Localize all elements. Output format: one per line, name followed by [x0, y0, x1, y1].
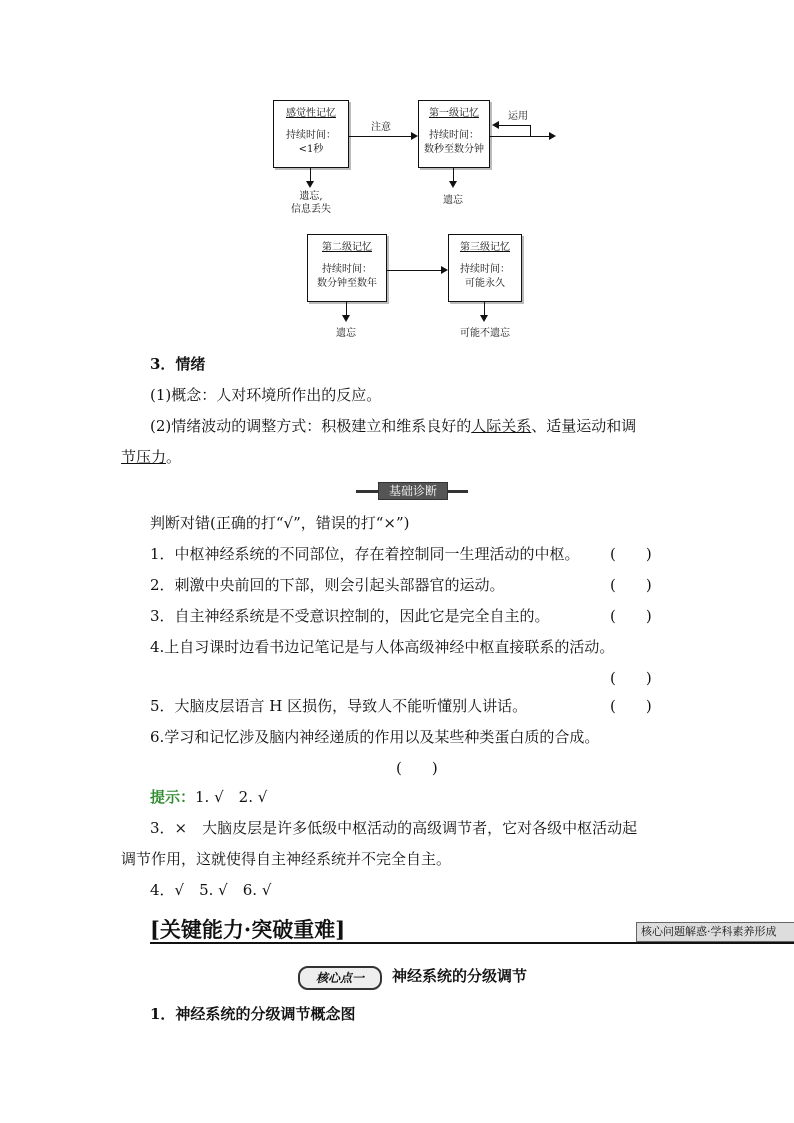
arrow-right-icon	[549, 132, 556, 140]
core-point-title: 神经系统的分级调节	[392, 967, 528, 985]
hint-label: 提示：	[150, 788, 196, 806]
connector-line	[348, 136, 411, 137]
label-line: 遗忘,	[299, 191, 323, 202]
diagnosis-item: 6.学习和记忆涉及脑内神经递质的作用以及某些种类蛋白质的合成。	[150, 728, 600, 746]
box-third-memory	[448, 234, 522, 302]
core-point-badge: 核心点一	[298, 966, 382, 990]
section-divider	[150, 942, 794, 944]
label-use: 运用	[508, 111, 528, 122]
answer-paren: ( )	[396, 759, 438, 777]
label-forget: 遗忘	[336, 328, 356, 339]
box-line: 持续时间：	[460, 264, 510, 275]
connector-line	[386, 270, 441, 271]
hint-line-1	[150, 786, 267, 808]
box-line: 数分钟至数年	[317, 278, 377, 289]
connector-line	[453, 167, 454, 182]
label-line: 信息丢失	[291, 204, 331, 215]
diagnosis-item: 1．中枢神经系统的不同部位，存在着控制同一生理活动的中枢。	[150, 545, 580, 563]
connector-line	[484, 301, 485, 316]
label-may-not-forget: 可能不遗忘	[460, 328, 510, 339]
diagnosis-badge	[356, 482, 468, 500]
arrow-right-icon	[441, 266, 448, 274]
adjust-underline: 节压力	[121, 448, 167, 466]
diagnosis-instruction: 判断对错(正确的打“√”，错误的打“×”)	[150, 514, 410, 532]
box-line: 数秒至数分钟	[424, 144, 484, 155]
answer-paren: ( )	[610, 545, 652, 563]
label-forget: 遗忘	[443, 195, 463, 206]
box-second-memory	[307, 234, 387, 302]
concept-map-heading: 1．神经系统的分级调节概念图	[150, 1005, 356, 1023]
arrow-right-icon	[411, 132, 418, 140]
diagnosis-item: 5．大脑皮层语言 H 区损伤，导致人不能听懂别人讲话。	[150, 697, 528, 715]
arrow-left-icon	[492, 121, 499, 129]
box-line: <1秒	[298, 144, 324, 155]
section-right-tag: 核心问题解惑·学科素养形成	[636, 922, 794, 942]
connector-line	[489, 136, 553, 137]
connector-line	[346, 301, 347, 316]
label-forget	[280, 190, 342, 216]
connector-line	[530, 125, 531, 137]
answer-paren: ( )	[610, 607, 652, 625]
box-line: 持续时间：	[286, 130, 336, 141]
answer-paren: ( )	[610, 576, 652, 594]
box-line: 可能永久	[465, 278, 505, 289]
badge-label: 基础诊断	[378, 482, 448, 500]
diagnosis-item: 4.上自习课时边看书边记笔记是与人体高级神经中枢直接联系的活动。	[150, 638, 615, 656]
arrow-down-icon	[449, 181, 457, 188]
adjust-text: (2)情绪波动的调整方式：积极建立和维系良好的	[150, 417, 472, 435]
hint-line-4: 4．√ 5. √ 6. √	[150, 881, 272, 899]
box-title: 第一级记忆	[429, 108, 479, 119]
box-line: 持续时间：	[429, 130, 479, 141]
badge-bar	[356, 490, 378, 493]
hint-line-3b: 调节作用，这就使得自主神经系统并不完全自主。	[121, 850, 452, 868]
emotion-concept: (1)概念：人对环境所作出的反应。	[150, 386, 382, 404]
connector-line	[310, 167, 311, 182]
adjust-underline: 人际关系	[471, 417, 532, 435]
box-title: 第三级记忆	[460, 242, 510, 253]
answer-paren: ( )	[610, 669, 652, 687]
badge-bar	[448, 490, 468, 493]
box-sensory-memory	[273, 100, 349, 168]
emotion-heading: 3．情绪	[150, 355, 206, 373]
box-first-memory	[418, 100, 490, 168]
arrow-down-icon	[342, 315, 350, 322]
box-title: 感觉性记忆	[286, 108, 336, 119]
section-title: [关键能力·突破重难]	[150, 917, 346, 942]
arrow-down-icon	[306, 181, 314, 188]
box-line: 持续时间：	[322, 264, 372, 275]
hint-line-3a: 3．× 大脑皮层是许多低级中枢活动的高级调节者，它对各级中枢活动起	[150, 819, 638, 837]
arrow-down-icon	[480, 315, 488, 322]
emotion-adjust-line1	[150, 415, 636, 437]
box-title: 第二级记忆	[322, 242, 372, 253]
hint-answers: 1. √ 2. √	[195, 788, 268, 806]
connector-line	[498, 125, 531, 126]
label-attention: 注意	[371, 122, 391, 133]
emotion-adjust-line2	[121, 446, 181, 468]
adjust-text: 。	[166, 448, 182, 466]
adjust-text: 、适量运动和调	[531, 417, 637, 435]
answer-paren: ( )	[610, 697, 652, 715]
diagnosis-item: 2．刺激中央前回的下部，则会引起头部器官的运动。	[150, 576, 505, 594]
diagnosis-item: 3．自主神经系统是不受意识控制的，因此它是完全自主的。	[150, 607, 550, 625]
